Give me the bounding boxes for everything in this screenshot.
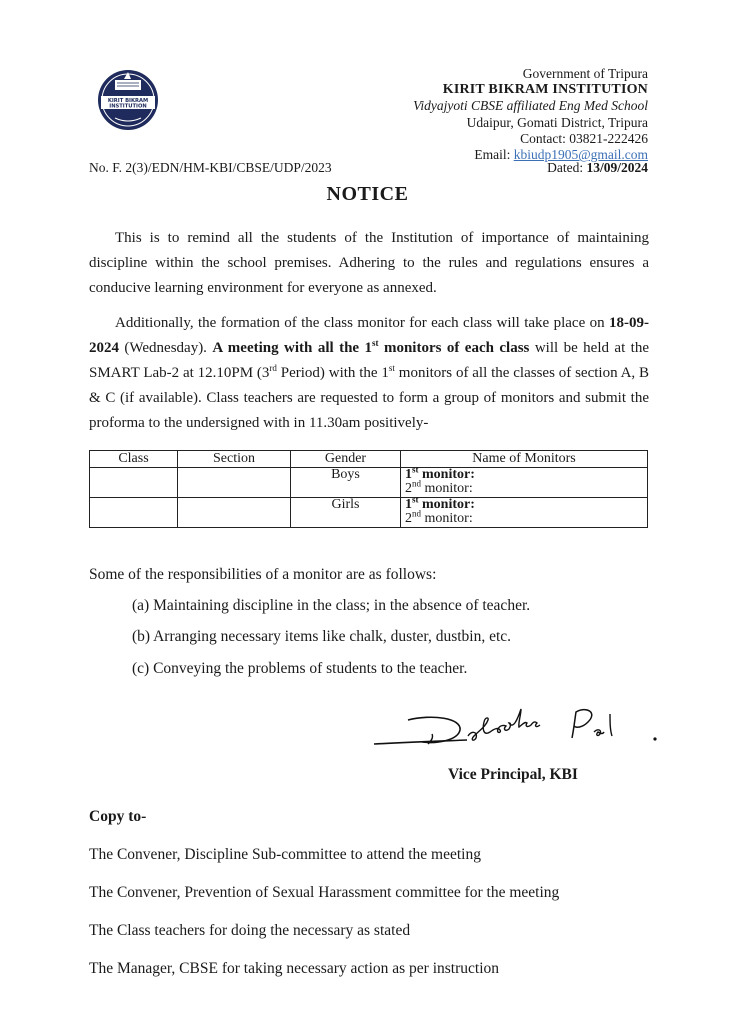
- cell-section: [178, 468, 291, 498]
- responsibility-item: (a) Maintaining discipline in the class; in the absence of teacher.: [132, 597, 531, 614]
- monitor-proforma-table: [89, 450, 648, 528]
- date-value: 13/09/2024: [586, 160, 648, 175]
- address-line: Udaipur, Gomati District, Tripura: [466, 114, 648, 130]
- dated: [547, 160, 648, 176]
- letterhead: [413, 66, 648, 163]
- affiliation-line: Vidyajyoti CBSE affiliated Eng Med School: [413, 98, 648, 114]
- cell-monitors: [401, 494, 648, 528]
- email-link[interactable]: kbiudp1905@gmail.com: [513, 147, 648, 163]
- table-row: [90, 468, 648, 498]
- table-row: [90, 498, 648, 528]
- copy-to-item: The Class teachers for doing the necessary as stated: [89, 922, 411, 939]
- responsibility-item: (c) Conveying the problems of students to the teacher.: [132, 660, 468, 677]
- cell-section: [178, 498, 291, 528]
- responsibilities-intro: Some of the responsibilities of a monitor are as follows:: [89, 566, 437, 583]
- cell-monitors: [401, 464, 648, 498]
- first-monitor-label: 1st monitor:: [405, 494, 475, 512]
- logo-text-line2: INSTITUTION: [109, 103, 147, 110]
- second-monitor-label: 2nd monitor:: [405, 478, 473, 496]
- contact-line: Contact: 03821-222426: [520, 130, 648, 146]
- cell-class: [90, 498, 178, 528]
- notice-title: NOTICE: [326, 183, 409, 205]
- meeting-highlight: A meeting with all the 1st monitors of each class: [212, 338, 530, 356]
- paragraph-monitor-formation: Additionally, the formation of the class monitor for each class will take place on 18-09-2024 (Wednesday). A meeting with all the 1st monitors of each class will be held at the SMART Lab-2 at 12.10PM (3rd Period) with the 1st monitors of all the classes of section A, B & C (if available). Class teachers are requested to form a group of monitors and submit the proforma to the undersigned with in 11.30am positively-: [89, 315, 650, 431]
- government-line: Government of Tripura: [522, 66, 648, 81]
- first-monitor-label: 1st monitor:: [405, 464, 475, 482]
- signatory-designation: Vice Principal, KBI: [448, 766, 578, 783]
- institution-name: KIRIT BIKRAM INSTITUTION: [442, 82, 648, 98]
- copy-to-heading: Copy to-: [89, 808, 147, 825]
- copy-to-item: The Manager, CBSE for taking necessary action as per instruction: [89, 960, 500, 977]
- copy-to-item: The Convener, Discipline Sub-committee to attend the meeting: [89, 846, 481, 863]
- header-class: Class: [90, 451, 178, 468]
- logo-text-line1: KIRIT BIKRAM: [107, 98, 149, 104]
- paragraph-discipline: This is to remind all the students of the Institution of importance of maintaining discipline within the school premises. Adhering to the rules and regulations ensures a conducive learning environment for everyone as annexed.: [89, 230, 649, 296]
- header-name-of-monitors: Name of Monitors: [401, 451, 648, 468]
- header-gender: Gender: [291, 451, 401, 468]
- email-label: Email:: [474, 147, 511, 163]
- copy-to-item: The Convener, Prevention of Sexual Harassment committee for the meeting: [89, 884, 560, 901]
- reference-number: No. F. 2(3)/EDN/HM-KBI/CBSE/UDP/2023: [89, 160, 332, 175]
- second-monitor-label: 2nd monitor:: [405, 508, 473, 526]
- cell-gender: Girls: [291, 498, 401, 528]
- handwritten-signature: [372, 704, 662, 754]
- reference-line: [89, 160, 648, 178]
- cell-class: [90, 468, 178, 498]
- table-header-row: [90, 451, 648, 468]
- responsibility-item: (b) Arranging necessary items like chalk, duster, dustbin, etc.: [132, 628, 512, 645]
- header-section: Section: [178, 451, 291, 468]
- meeting-date: 18-09-2024: [89, 315, 650, 356]
- cell-gender: Boys: [291, 468, 401, 498]
- school-logo: [95, 66, 161, 132]
- dated-label: Dated:: [547, 160, 584, 175]
